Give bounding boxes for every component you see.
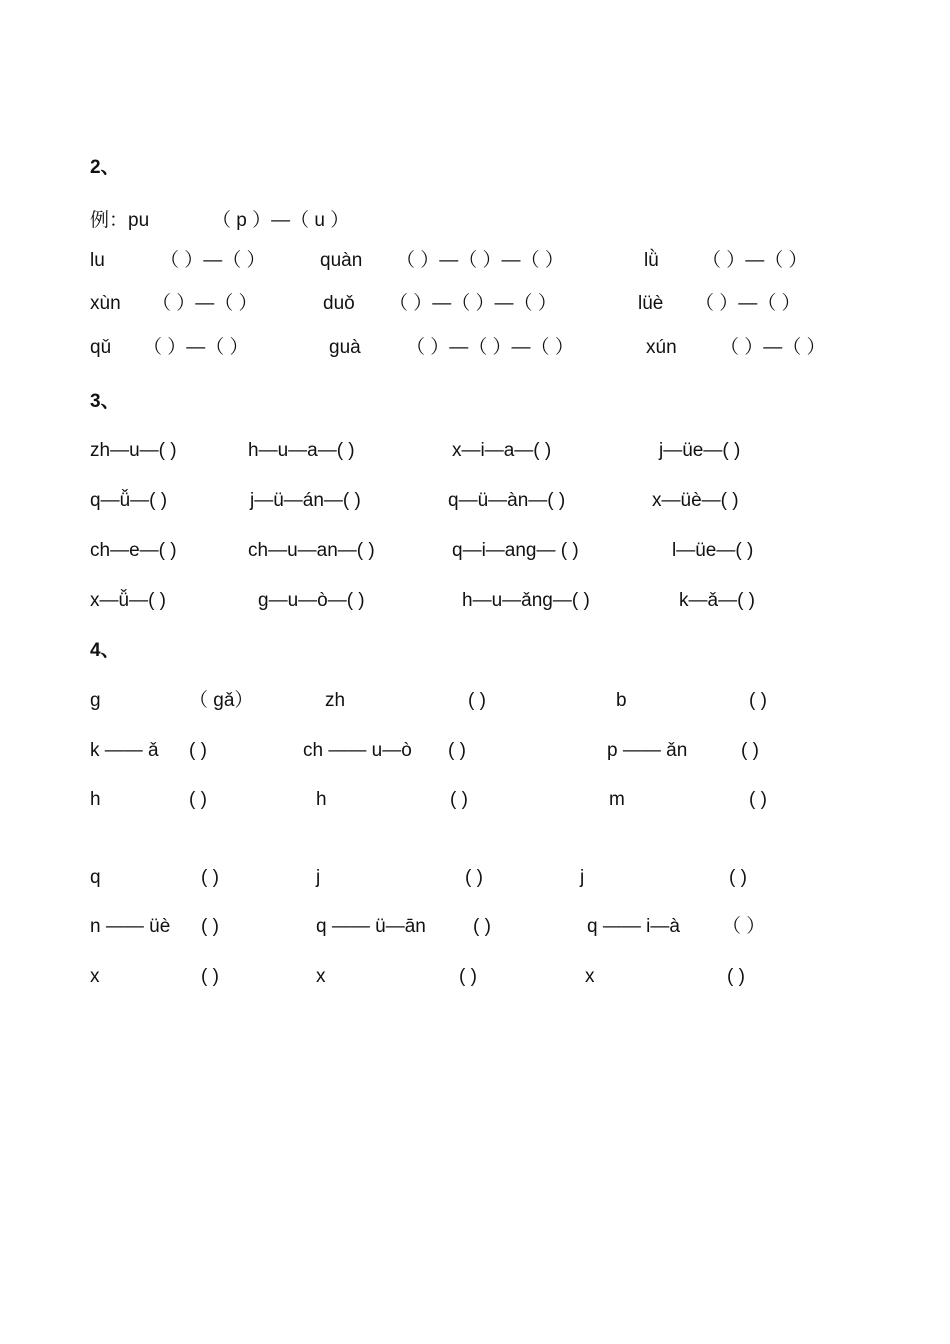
s4-r6-letter-1: x	[90, 966, 100, 987]
s4-r4-letter-3: j	[580, 867, 585, 888]
section-4-heading: 4、	[90, 640, 120, 661]
s4-r2-answer-2: ( )	[448, 740, 466, 761]
s4-r2-answer-1: ( )	[189, 740, 207, 761]
s4-r5-letter-3: q —— i—à	[587, 916, 680, 937]
s4-r4-letter-2: j	[316, 867, 321, 888]
s3-r1-item-3: x—i—a—( )	[452, 440, 552, 461]
s2-r1-parts-3: （ ）—（ ）	[702, 250, 808, 271]
s2-r3-parts-3: （ ）—（ ）	[720, 337, 826, 358]
example-parts: （ p ）—（ u ）	[212, 210, 350, 231]
s3-r3-item-3: q—i—ang— ( )	[452, 540, 579, 561]
s4-r5-answer-1: ( )	[201, 916, 219, 937]
s4-r5-letter-2: q —— ü—ān	[316, 916, 426, 937]
s2-r2-parts-1: （ ）—（ ）	[152, 293, 258, 314]
s2-r3-word-1: qǔ	[90, 337, 112, 358]
s4-r3-answer-2: ( )	[450, 789, 468, 810]
s3-r4-item-3: h—u—ǎng—( )	[462, 590, 590, 611]
s3-r2-item-4: x—üè—( )	[652, 490, 739, 511]
s4-r6-answer-2: ( )	[459, 966, 477, 987]
s3-r3-item-4: l—üe—( )	[672, 540, 754, 561]
s3-r1-item-1: zh—u—( )	[90, 440, 177, 461]
s4-r1-answer-2: ( )	[468, 690, 486, 711]
s2-r3-word-2: guà	[329, 337, 361, 358]
s3-r2-item-3: q—ü—àn—( )	[448, 490, 566, 511]
section-3-heading: 3、	[90, 391, 120, 412]
s2-r3-parts-1: （ ）—（ ）	[143, 337, 249, 358]
s4-r4-answer-3: ( )	[729, 867, 747, 888]
s4-r3-letter-2: h	[316, 789, 327, 810]
example-word: 例：pu	[90, 210, 150, 231]
s3-r3-item-1: ch—e—( )	[90, 540, 177, 561]
s4-r6-letter-3: x	[585, 966, 595, 987]
s4-r3-answer-3: ( )	[749, 789, 767, 810]
s4-r1-letter-1: g	[90, 690, 101, 711]
s3-r3-item-2: ch—u—an—( )	[248, 540, 375, 561]
s4-r1-letter-2: zh	[325, 690, 346, 711]
s4-r5-letter-1: n —— üè	[90, 916, 171, 937]
s4-r4-answer-2: ( )	[465, 867, 483, 888]
s4-r1-letter-3: b	[616, 690, 627, 711]
s3-r1-item-2: h—u—a—( )	[248, 440, 355, 461]
s4-r6-letter-2: x	[316, 966, 326, 987]
section-2-heading: 2、	[90, 157, 120, 178]
s2-r1-parts-2: （ ）—（ ）—（ ）	[396, 250, 564, 271]
s2-r2-word-1: xùn	[90, 293, 121, 314]
s3-r1-item-4: j—üe—( )	[659, 440, 741, 461]
s2-r2-parts-2: （ ）—（ ）—（ ）	[389, 293, 557, 314]
s3-r4-item-1: x—ǚ—( )	[90, 590, 166, 611]
s4-r3-letter-1: h	[90, 789, 101, 810]
s4-r6-answer-3: ( )	[727, 966, 745, 987]
s4-r6-answer-1: ( )	[201, 966, 219, 987]
s4-r5-answer-2: ( )	[473, 916, 491, 937]
s2-r2-word-3: lüè	[638, 293, 664, 314]
s4-r2-letter-2: ch —— u—ò	[303, 740, 412, 761]
s2-r3-parts-2: （ ）—（ ）—（ ）	[406, 337, 574, 358]
s2-r2-parts-3: （ ）—（ ）	[695, 293, 801, 314]
s4-r3-answer-1: ( )	[189, 789, 207, 810]
s2-r2-word-2: duǒ	[323, 293, 355, 314]
s3-r2-item-2: j—ü—án—( )	[250, 490, 361, 511]
s3-r4-item-4: k—ǎ—( )	[679, 590, 755, 611]
s2-r1-word-3: lǜ	[644, 250, 659, 271]
s4-r4-answer-1: ( )	[201, 867, 219, 888]
s4-r1-answer-3: ( )	[749, 690, 767, 711]
s3-r2-item-1: q—ǚ—( )	[90, 490, 168, 511]
s2-r1-word-2: quàn	[320, 250, 363, 271]
s4-r2-answer-3: ( )	[741, 740, 759, 761]
s3-r4-item-2: g—u—ò—( )	[258, 590, 365, 611]
s4-r1-answer-1: （ gǎ）	[189, 690, 254, 711]
s4-r2-letter-1: k —— ǎ	[90, 740, 159, 761]
s2-r1-word-1: lu	[90, 250, 105, 271]
s2-r3-word-3: xún	[646, 337, 677, 358]
s4-r3-letter-3: m	[609, 789, 625, 810]
s2-r1-parts-1: （ ）—（ ）	[160, 250, 266, 271]
s4-r2-letter-3: p —— ǎn	[607, 740, 688, 761]
s4-r5-answer-3: （ ）	[722, 916, 766, 937]
s4-r4-letter-1: q	[90, 867, 101, 888]
